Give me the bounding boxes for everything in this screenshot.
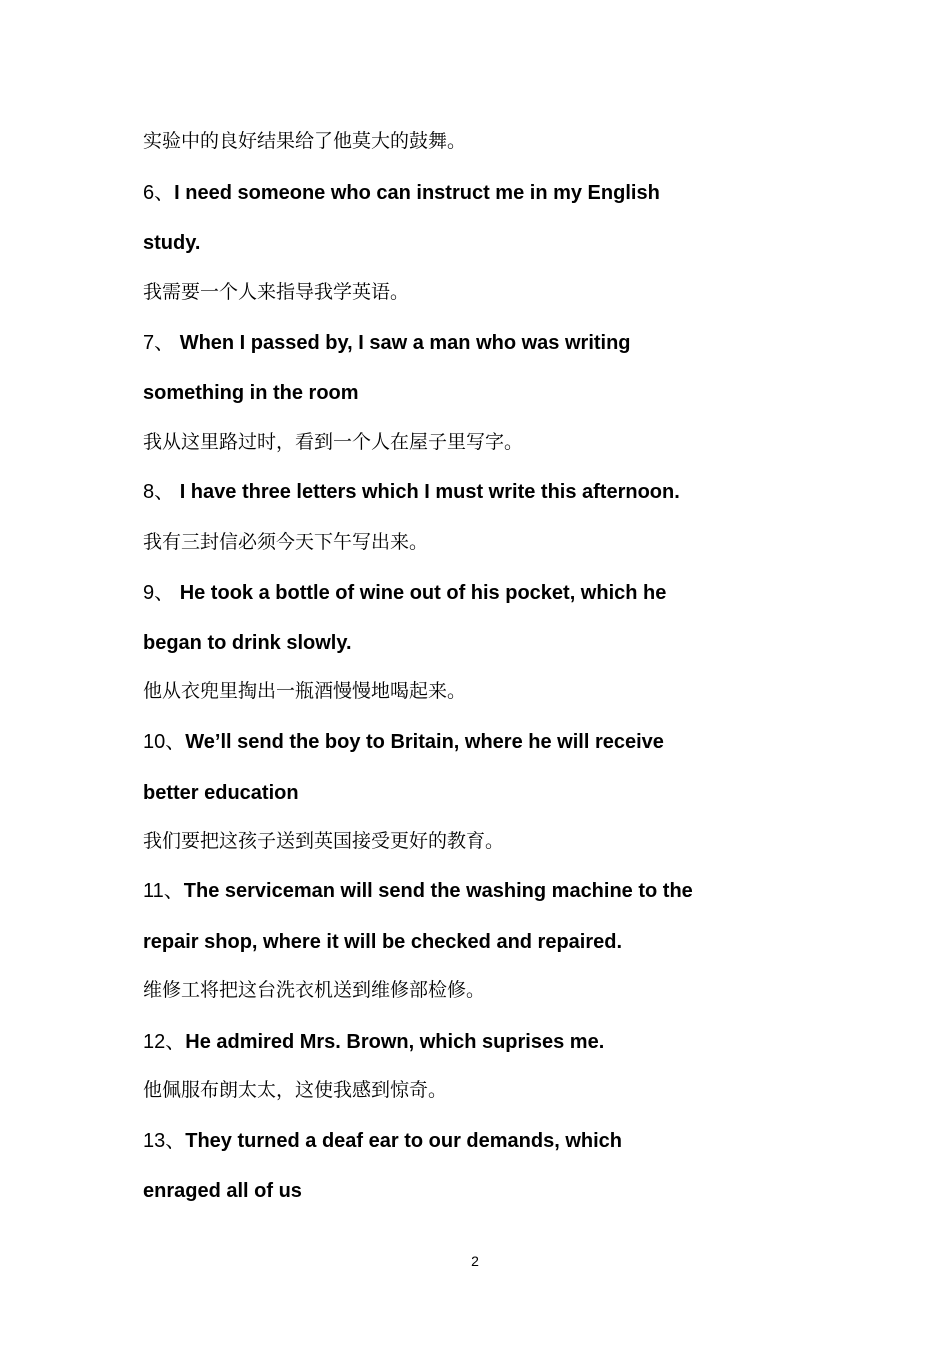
item-number: 7、 [143,332,180,354]
english-line [143,181,660,205]
english-text: I have three letters which I must write this afternoon. [179,481,680,503]
item-number: 13、 [143,1130,186,1152]
english-text: When I passed by, I saw a man who was writing [179,332,631,354]
english-line [143,331,631,355]
english-line-continued: study. [143,232,201,254]
english-line [143,480,680,504]
chinese-line: 维修工将把这台洗衣机送到维修部检修。 [143,979,486,1001]
english-line [143,1030,604,1054]
english-text: I need someone who can instruct me in my English [174,182,660,204]
chinese-line: 我有三封信必须今天下午写出来。 [143,531,429,553]
item-number: 10、 [143,731,186,753]
chinese-line: 实验中的良好结果给了他莫大的鼓舞。 [143,130,467,152]
english-text: The serviceman will send the washing machine to the [183,880,693,902]
english-text: He took a bottle of wine out of his pocket, which he [179,582,667,604]
english-line-continued: better education [143,782,299,804]
item-number: 11、 [143,880,184,902]
english-text: We’ll send the boy to Britain, where he will receive [185,731,664,753]
english-line-continued: repair shop, where it will be checked and repaired. [143,931,623,953]
english-line-continued: began to drink slowly. [143,632,352,654]
english-line [143,730,664,754]
english-line [143,1129,622,1153]
chinese-line: 我们要把这孩子送到英国接受更好的教育。 [143,830,505,852]
item-number: 6、 [143,182,175,204]
item-number: 9、 [143,582,180,604]
item-number: 8、 [143,481,180,503]
chinese-line: 我需要一个人来指导我学英语。 [143,281,410,303]
item-number: 12、 [143,1031,186,1053]
english-text: They turned a deaf ear to our demands, which [185,1130,622,1152]
english-text: He admired Mrs. Brown, which suprises me. [185,1031,605,1053]
chinese-line: 他佩服布朗太太，这使我感到惊奇。 [143,1079,448,1101]
english-line-continued: something in the room [143,382,359,404]
english-line [143,581,666,605]
page-number: 2 [471,1253,479,1269]
chinese-line: 他从衣兜里掏出一瓶酒慢慢地喝起来。 [143,680,467,702]
english-line-continued: enraged all of us [143,1180,302,1202]
chinese-line: 我从这里路过时，看到一个人在屋子里写字。 [143,431,524,453]
english-line [143,879,693,903]
